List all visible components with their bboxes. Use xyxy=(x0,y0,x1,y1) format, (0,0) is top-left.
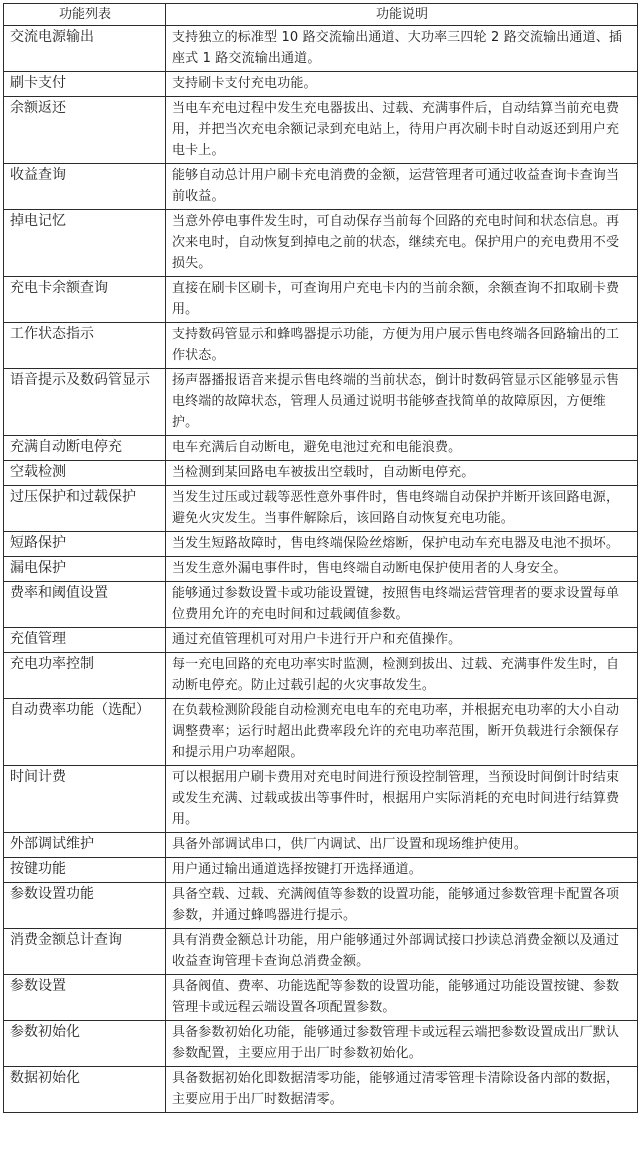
table-header xyxy=(4,4,638,26)
feature-description: 能够通过参数设置卡或功能设置键，按照售电终端运营管理者的要求设置每单位费用允许的充电时间和过载阈值参数。 xyxy=(166,582,638,628)
table-row xyxy=(4,461,638,486)
table-row xyxy=(4,883,638,929)
feature-description: 用户通过输出通道选择按键打开选择通道。 xyxy=(166,858,638,883)
table-row xyxy=(4,833,638,858)
feature-table xyxy=(3,3,638,1113)
feature-description: 具有消费金额总计功能，用户能够通过外部调试接口抄读总消费金额以及通过收益查询管理卡查询总消费金额。 xyxy=(166,929,638,975)
feature-name: 余额返还 xyxy=(4,97,166,164)
feature-description: 具备数据初始化即数据清零功能，能够通过清零管理卡清除设备内部的数据，主要应用于出厂时数据清零。 xyxy=(166,1067,638,1113)
feature-name: 过压保护和过载保护 xyxy=(4,486,166,532)
feature-description: 通过充值管理机可对用户卡进行开户和充值操作。 xyxy=(166,628,638,653)
feature-name: 短路保护 xyxy=(4,532,166,557)
header-feature-description: 功能说明 xyxy=(166,4,638,26)
table-row xyxy=(4,277,638,323)
feature-description: 具备参数初始化功能，能够通过参数管理卡或远程云端把参数设置成出厂默认参数配置，主要应用于出厂时参数初始化。 xyxy=(166,1021,638,1067)
table-row xyxy=(4,557,638,582)
feature-name: 语音提示及数码管显示 xyxy=(4,369,166,436)
table-row xyxy=(4,323,638,369)
feature-name: 按键功能 xyxy=(4,858,166,883)
feature-description: 具备阀值、费率、功能选配等参数的设置功能，能够通过功能设置按键、参数管理卡或远程云端设置各项配置参数。 xyxy=(166,975,638,1021)
table-row xyxy=(4,858,638,883)
table-row xyxy=(4,486,638,532)
table-row xyxy=(4,1021,638,1067)
feature-name: 刷卡支付 xyxy=(4,72,166,97)
table-row xyxy=(4,766,638,833)
table-row xyxy=(4,1067,638,1113)
table-row xyxy=(4,975,638,1021)
table-row xyxy=(4,628,638,653)
feature-description: 每一充电回路的充电功率实时监测，检测到拔出、过载、充满事件发生时，自动断电停充。防止过载引起的火灾事故发生。 xyxy=(166,653,638,699)
table-row xyxy=(4,699,638,766)
feature-description: 直接在刷卡区刷卡，可查询用户充电卡内的当前余额，余额查询不扣取刷卡费用。 xyxy=(166,277,638,323)
table-row xyxy=(4,653,638,699)
feature-name: 充电卡余额查询 xyxy=(4,277,166,323)
feature-name: 消费金额总计查询 xyxy=(4,929,166,975)
feature-name: 工作状态指示 xyxy=(4,323,166,369)
table-row xyxy=(4,210,638,277)
table-row xyxy=(4,582,638,628)
feature-name: 充电功率控制 xyxy=(4,653,166,699)
feature-name: 数据初始化 xyxy=(4,1067,166,1113)
feature-name: 费率和阈值设置 xyxy=(4,582,166,628)
table-row xyxy=(4,929,638,975)
feature-description: 当检测到某回路电车被拔出空载时，自动断电停充。 xyxy=(166,461,638,486)
feature-description: 具备外部调试串口，供厂内调试、出厂设置和现场维护使用。 xyxy=(166,833,638,858)
table-row xyxy=(4,436,638,461)
feature-name: 参数设置功能 xyxy=(4,883,166,929)
feature-description: 电车充满后自动断电，避免电池过充和电能浪费。 xyxy=(166,436,638,461)
feature-name: 掉电记忆 xyxy=(4,210,166,277)
feature-name: 时间计费 xyxy=(4,766,166,833)
feature-description: 当发生过压或过载等恶性意外事件时，售电终端自动保护并断开该回路电源，避免火灾发生。当事件解除后，该回路自动恢复充电功能。 xyxy=(166,486,638,532)
feature-description: 扬声器播报语音来提示售电终端的当前状态，倒计时数码管显示区能够显示售电终端的故障状态，管理人员通过说明书能够查找简单的故障原因，方便维护。 xyxy=(166,369,638,436)
feature-name: 参数初始化 xyxy=(4,1021,166,1067)
header-row xyxy=(4,4,638,26)
feature-description: 能够自动总计用户刷卡充电消费的金额，运营管理者可通过收益查询卡查询当前收益。 xyxy=(166,164,638,210)
table-row xyxy=(4,369,638,436)
feature-description: 支持独立的标准型 10 路交流输出通道、大功率三四轮 2 路交流输出通道、插座式 1 路交流输出通道。 xyxy=(166,26,638,72)
feature-name: 充满自动断电停充 xyxy=(4,436,166,461)
feature-name: 参数设置 xyxy=(4,975,166,1021)
feature-name: 漏电保护 xyxy=(4,557,166,582)
feature-name: 交流电源输出 xyxy=(4,26,166,72)
header-feature-list: 功能列表 xyxy=(4,4,166,26)
table-row xyxy=(4,532,638,557)
feature-description: 当电车充电过程中发生充电器拔出、过载、充满事件后，自动结算当前充电费用，并把当次充电余额记录到充电站上，待用户再次刷卡时自动返还到用户充电卡上。 xyxy=(166,97,638,164)
table-row xyxy=(4,26,638,72)
feature-description: 当发生意外漏电事件时，售电终端自动断电保护使用者的人身安全。 xyxy=(166,557,638,582)
feature-name: 自动费率功能（选配） xyxy=(4,699,166,766)
feature-description: 具备空载、过载、充满阀值等参数的设置功能，能够通过参数管理卡配置各项参数，并通过蜂鸣器进行提示。 xyxy=(166,883,638,929)
feature-name: 充值管理 xyxy=(4,628,166,653)
feature-description: 当发生短路故障时，售电终端保险丝熔断，保护电动车充电器及电池不损坏。 xyxy=(166,532,638,557)
feature-description: 支持刷卡支付充电功能。 xyxy=(166,72,638,97)
feature-name: 收益查询 xyxy=(4,164,166,210)
feature-name: 外部调试维护 xyxy=(4,833,166,858)
feature-description: 支持数码管显示和蜂鸣器提示功能，方便为用户展示售电终端各回路输出的工作状态。 xyxy=(166,323,638,369)
table-row xyxy=(4,72,638,97)
feature-description: 在负载检测阶段能自动检测充电电车的充电功率，并根据充电功率的大小自动调整费率；运行时超出此费率段允许的充电功率范围，断开负载进行余额保存和提示用户功率超限。 xyxy=(166,699,638,766)
feature-description: 当意外停电事件发生时，可自动保存当前每个回路的充电时间和状态信息。再次来电时，自动恢复到掉电之前的状态，继续充电。保护用户的充电费用不受损失。 xyxy=(166,210,638,277)
table-row xyxy=(4,97,638,164)
table-body xyxy=(4,26,638,1113)
table-row xyxy=(4,164,638,210)
feature-description: 可以根据用户刷卡费用对充电时间进行预设控制管理，当预设时间倒计时结束或发生充满、过载或拔出等事件时，根据用户实际消耗的充电时间进行结算费用。 xyxy=(166,766,638,833)
feature-name: 空载检测 xyxy=(4,461,166,486)
